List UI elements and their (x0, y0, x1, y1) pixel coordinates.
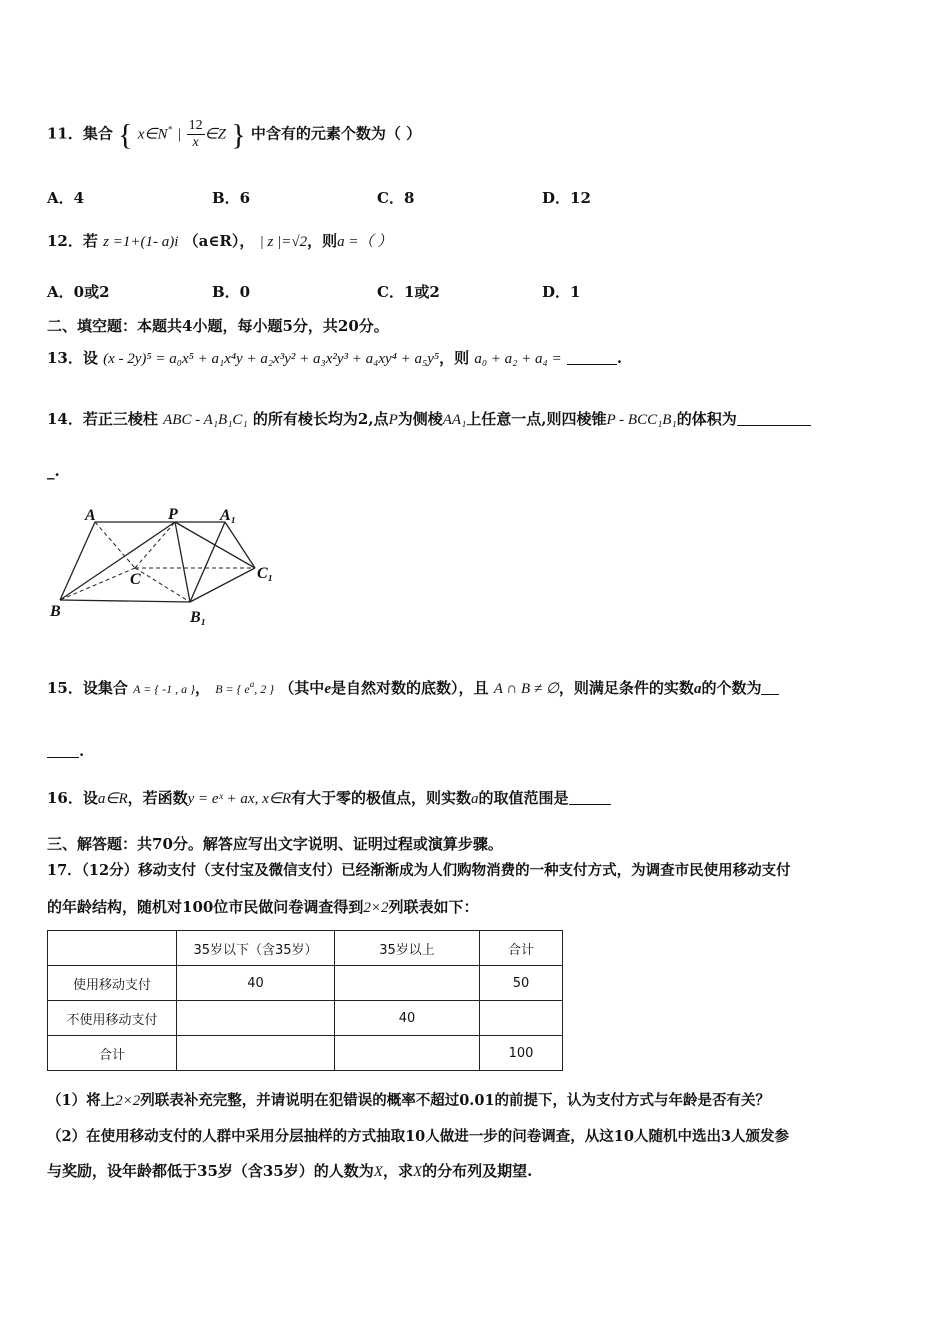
table-cell (480, 1001, 563, 1036)
q11-set-lhs: x∈N (137, 126, 168, 143)
label-a: A (85, 507, 96, 524)
q15-continuation: . (47, 742, 84, 760)
table-cell (335, 1036, 480, 1071)
q12-option-c: C．1或2 (377, 283, 440, 301)
q17-part-1: （1）将上2×2列联表补充完整，并请说明在犯错误的概率不超过0.01的前提下，认为支付方式与年龄是否有关？ (47, 1092, 771, 1109)
q11-option-c: C．8 (377, 189, 415, 207)
table-row (48, 1001, 563, 1036)
table-cell: 使用移动支付 (48, 966, 177, 1001)
table-row (48, 1036, 563, 1071)
q11-fraction: $\frac{12}{x}$ (188, 118, 203, 150)
q13-ask: a₀ + a₂ + a₄ = (474, 351, 562, 367)
q13-stem: 13．设 (x - 2y)⁵ = a₀x⁵ + a₁x⁴y + a₂x³y² + a₃x²y³ + a₄xy⁴ + a₅y⁵，则 a₀ + a₂ + a₄ = . (47, 349, 623, 367)
table-cell (335, 966, 480, 1001)
q15-set-b: B = { $e^a$, 2 } (215, 679, 275, 696)
q16-number: 16． (47, 789, 83, 807)
section-3-heading: 三、解答题：共70分。解答应写出文字说明、证明过程或演算步骤。 (47, 835, 503, 853)
q15-set-a: A = { -1 , a } (133, 682, 195, 696)
q12-number: 12． (47, 232, 83, 250)
label-a1: A₁ (220, 507, 237, 524)
answer-blank (737, 411, 811, 426)
table-row (48, 966, 563, 1001)
answer-blank (47, 743, 79, 758)
q12-abs: | z |=√2 (259, 234, 308, 250)
q12-option-a: A．0或2 (47, 283, 110, 301)
table-header: 35岁以下（含35岁） (177, 931, 335, 966)
left-brace: { (118, 118, 133, 152)
q12-expr: z =1+(1- a)i (103, 234, 179, 250)
table-cell: 不使用移动支付 (48, 1001, 177, 1036)
table-cell (177, 1001, 335, 1036)
table-cell: 40 (335, 1001, 480, 1036)
q13-expansion: (x - 2y)⁵ = a₀x⁵ + a₁x⁴y + a₂x³y² + a₃x²y³ + a₄xy⁴ + a₅y⁵ (103, 351, 440, 367)
table-cell: 合计 (48, 1036, 177, 1071)
table-cell (48, 931, 177, 966)
q17-line-1: 17．（12分）移动支付（支付宝及微信支付）已经渐渐成为人们购物消费的一种支付方式，为调查市民使用移动支付 (47, 862, 791, 879)
label-p: P (168, 506, 178, 523)
q16-stem: 16．设a∈R，若函数y = eˣ + ax, x∈R有大于零的极值点，则实数a的取值范围是 (47, 787, 611, 808)
q17-line-2: 的年龄结构，随机对100位市民做问卷调查得到2×2列联表如下： (47, 898, 479, 916)
q11-option-a: A．4 (47, 189, 85, 207)
label-b1: B₁ (190, 609, 207, 625)
table-cell: 40 (177, 966, 335, 1001)
table-header-row (48, 931, 563, 966)
q12-option-b: B．0 (212, 283, 251, 301)
q12-stem: 12．若 z =1+(1- a)i （a∈R）， | z |=√2，则a =（ ） (47, 232, 393, 250)
q17-part-2-line-1: （2）在使用移动支付的人群中采用分层抽样的方式抽取10人做进一步的问卷调查，从这10人随机中选出3人颁发参 (47, 1128, 790, 1145)
right-brace: } (231, 118, 246, 152)
contingency-table (47, 930, 563, 1071)
label-c1: C₁ (257, 565, 274, 582)
q15-stem: 15．设集合 A = { -1 , a }， B = { $e^a$, 2 } （其中e是自然对数的底数），且 A ∩ B ≠ ∅，则满足条件的实数a的个数为 (47, 677, 779, 698)
label-c: C (130, 571, 141, 588)
q11-option-b: B．6 (212, 189, 251, 207)
q11-number: 11． (47, 124, 83, 143)
q15-number: 15． (47, 679, 83, 697)
label-b: B (50, 603, 61, 620)
answer-blank (761, 680, 779, 695)
table-header: 合计 (480, 931, 563, 966)
q14-number: 14． (47, 410, 83, 428)
table-cell (177, 1036, 335, 1071)
section-2-heading: 二、填空题：本题共4小题，每小题5分，共20分。 (47, 317, 389, 335)
q14-stem: 14．若正三棱柱 ABC - A₁B₁C₁ 的所有棱长均为2,点P为侧棱AA₁上任意一点,则四棱锥P - BCC₁B₁的体积为 (47, 408, 811, 429)
prism-figure (40, 500, 290, 625)
q15-condition: A ∩ B ≠ ∅ (493, 681, 559, 697)
answer-blank (567, 350, 617, 365)
q14-continuation: _. (47, 462, 60, 480)
answer-blank (569, 790, 611, 805)
table-cell: 50 (480, 966, 563, 1001)
table-cell: 100 (480, 1036, 563, 1071)
q13-number: 13． (47, 349, 83, 367)
q11-stem: 11．集合 { x∈N* | $\frac{12}{x}$ ∈Z } 中含有的元素个数为（ ） (47, 118, 422, 152)
q11-option-d: D．12 (542, 189, 591, 207)
q12-option-d: D．1 (542, 283, 581, 301)
q16-function: y = eˣ + ax, x∈R (187, 791, 291, 807)
q17-part-2-line-2: 与奖励，设年龄都低于35岁（含35岁）的人数为X，求X的分布列及期望. (47, 1162, 533, 1180)
table-header: 35岁以上 (335, 931, 480, 966)
